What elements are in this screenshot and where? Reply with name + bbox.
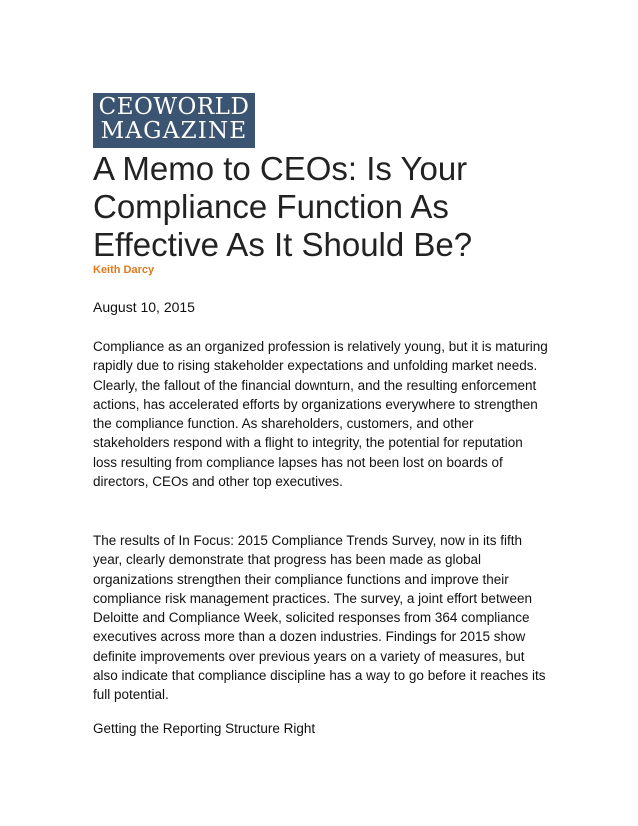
ceoworld-magazine-logo (93, 93, 255, 148)
author-name: Keith Darcy (93, 264, 155, 276)
publish-date: August 10, 2015 (93, 299, 195, 315)
section-heading: Getting the Reporting Structure Right (93, 721, 316, 736)
article-title: A Memo to CEOs: Is Your Compliance Function As Effective As It Should Be? (93, 150, 473, 263)
article-paragraph-1: Compliance as an organized profession is relatively young, but it is maturing rapidly due to rising stakeholder expectations and unfolding market needs. Clearly, the fallout of the financial downturn, and the resulting enforcement actions, has accelerated efforts by organizations everywhere to strengthen the compliance function. As shareholders, customers, and other stakeholders respond with a flight to integrity, the potential for reputation loss resulting from compliance lapses has not been lost on boards of directors, CEOs and other top executives. (93, 339, 548, 490)
article-paragraph-2: The results of In Focus: 2015 Compliance Trends Survey, now in its fifth year, clearly demonstrate that progress has been made as global organizations strengthen their compliance functions and improve their compliance risk management practices. The survey, a joint effort between Deloitte and Compliance Week, solicited responses from 364 compliance executives across more than a dozen industries. Findings for 2015 show definite improvements over previous years on a variety of measures, but also indicate that compliance discipline has a way to go before it reaches its full potential. (93, 533, 546, 703)
logo-line-2: MAGAZINE (100, 118, 248, 144)
logo-line-1: CEOWORLD (98, 94, 250, 120)
